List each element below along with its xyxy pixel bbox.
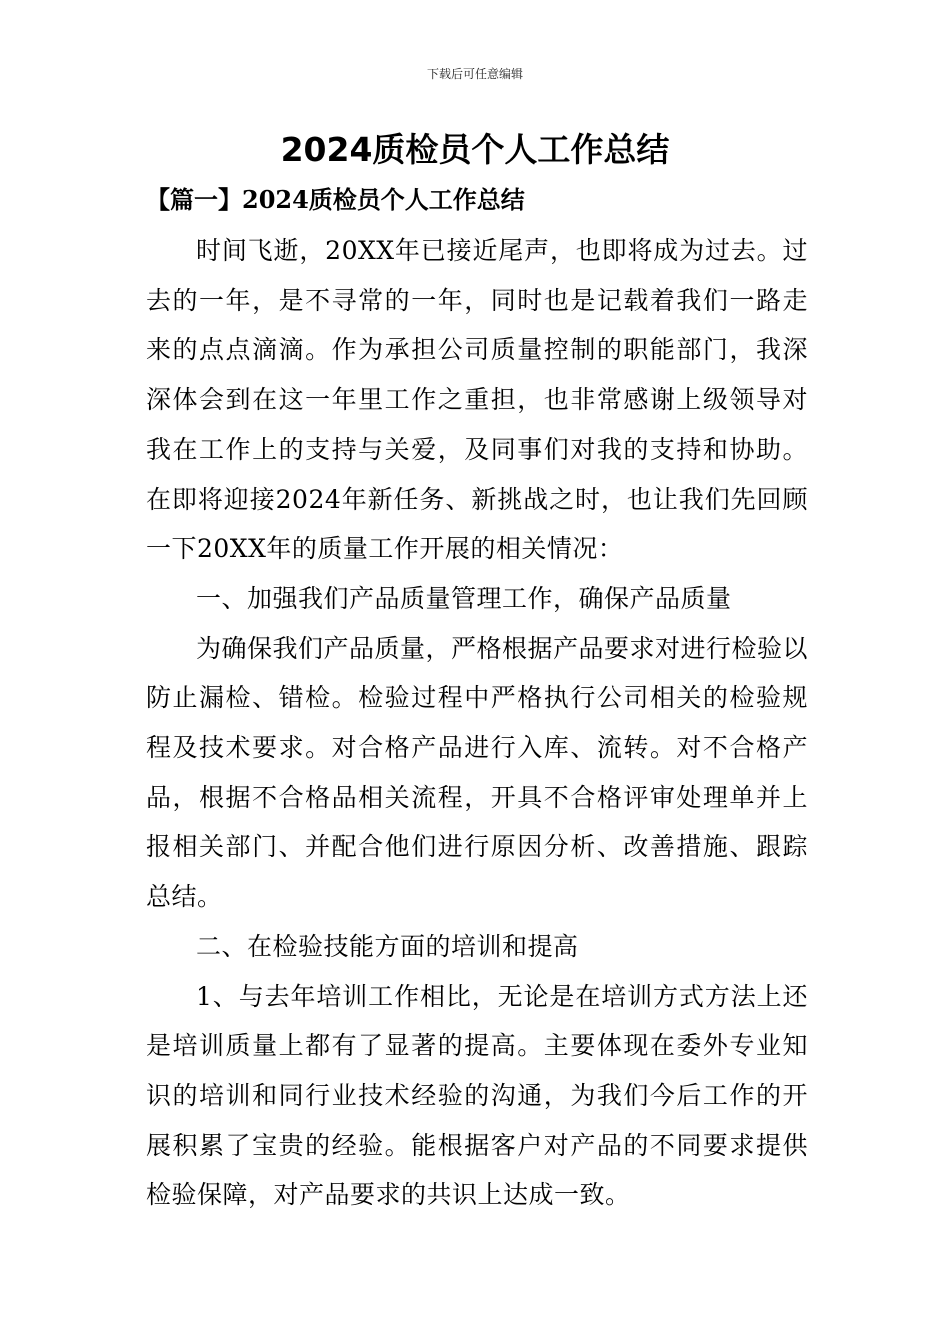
paragraph-intro: 时间飞逝，20XX年已接近尾声，也即将成为过去。过去的一年，是不寻常的一年，同时也是记载着我们一路走来的点点滴滴。作为承担公司质量控制的职能部门，我深深体会到在这一年里工作之重担，也非常感谢上级领导对我在工作上的支持与关爱，及同事们对我的支持和协助。在即将迎接2024年新任务、新挑战之时，也让我们先回顾一下20XX年的质量工作开展的相关情况： xyxy=(146,236,808,564)
document-body xyxy=(146,226,808,1220)
paragraph-heading-training: 二、在检验技能方面的培训和提高 xyxy=(196,931,579,961)
paragraph-quality: 为确保我们产品质量，严格根据产品要求对进行检验以防止漏检、错检。检验过程中严格执行公司相关的检验规程及技术要求。对合格产品进行入库、流转。对不合格产品，根据不合格品相关流程，开具不合格评审处理单并上报相关部门、并配合他们进行原因分析、改善措施、跟踪总结。 xyxy=(146,633,809,912)
paragraph-training: 1、与去年培训工作相比，无论是在培训方式方法上还是培训质量上都有了显著的提高。主要体现在委外专业知识的培训和同行业技术经验的沟通，为我们今后工作的开展积累了宝贵的经验。能根据客户对产品的不同要求提供检验保障，对产品要求的共识上达成一致。 xyxy=(146,981,808,1210)
paragraph-heading-quality: 一、加强我们产品质量管理工作，确保产品质量 xyxy=(196,583,732,613)
document-title: 2024质检员个人工作总结 xyxy=(280,130,670,169)
page-header-note: 下载后可任意编辑 xyxy=(426,67,523,81)
section-heading: 【篇一】2024质检员个人工作总结 xyxy=(146,185,525,214)
